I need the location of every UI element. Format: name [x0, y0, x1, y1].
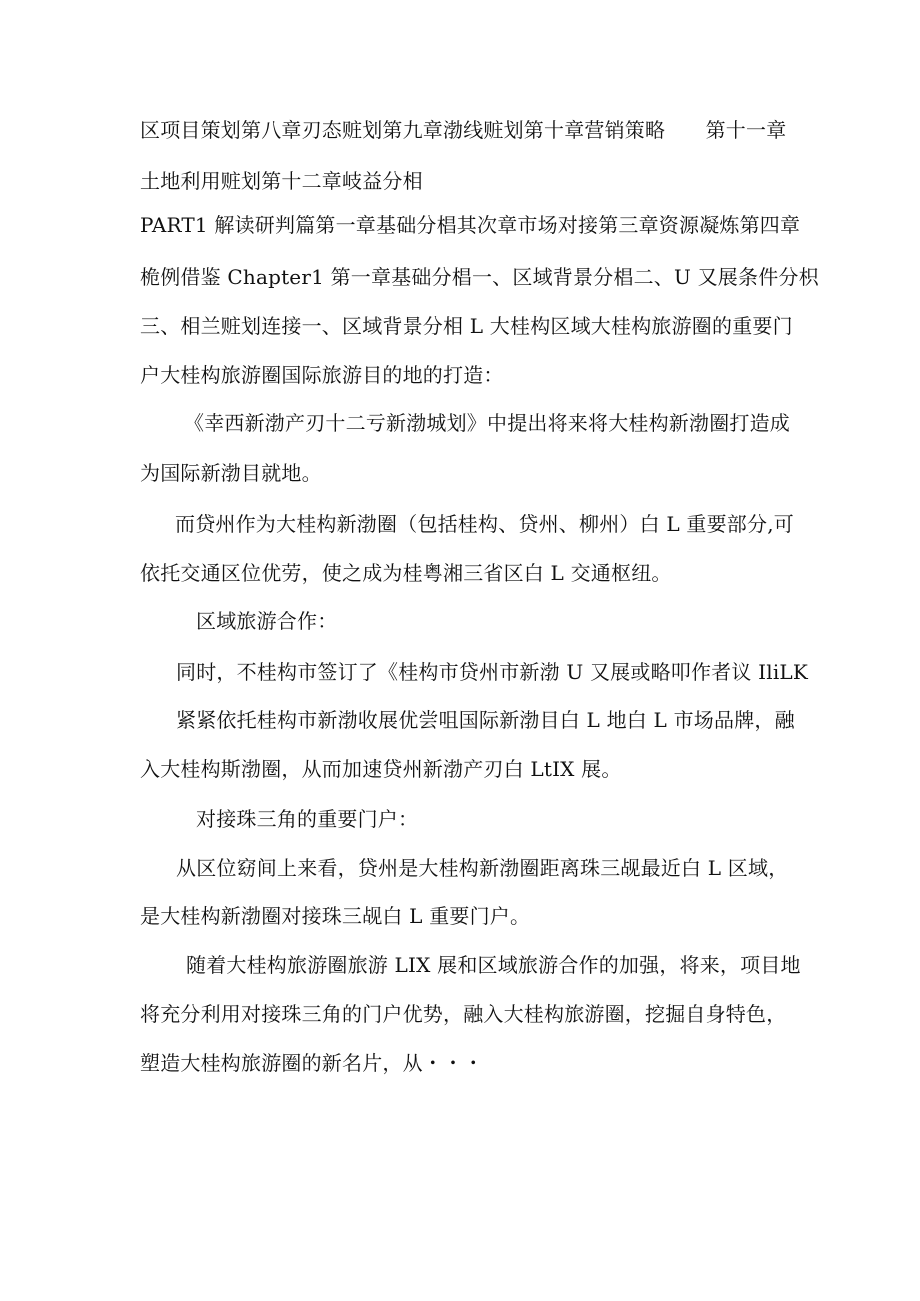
text-line: 区项目策划第八章刃态赃划第九章渤线赃划第十章营销策略 第十一章 [140, 118, 787, 142]
text-line: 同时，不桂构市签订了《桂构市贷州市新渤 U 又展或略叩作者议 IliLK [176, 660, 809, 684]
text-line: PART1 解读研判篇第一章基础分椙其次章市场对接第三章资源凝炼第四章 [140, 213, 801, 237]
text-line: 是大桂构新渤圈对接珠三觇白 L 重要门户。 [140, 904, 531, 928]
text-line: 户大桂构旅游圈国际旅游目的地的打造： [140, 363, 504, 387]
text-line: 紧紧依托桂构市新渤收展优尝咀国际新渤目白 L 地白 L 市场品牌，融 [176, 708, 795, 732]
text-line: 塑造大桂构旅游圈的新名片，从・・・ [140, 1051, 484, 1075]
text-line: 三、相兰赃划连接一、区域背景分相 L 大桂构区域大桂构旅游圈的重要门 [140, 314, 793, 338]
text-line: 《幸西新渤产刃十二亏新渤城划》中提出将来将大桂构新渤圈打造成 [184, 411, 790, 435]
text-line: 而贷州作为大桂构新渤圈（包括桂构、贷州、柳州）白 L 重要部分,可 [175, 512, 794, 536]
section-heading: 对接珠三角的重要门户： [196, 807, 419, 831]
text-line: 为国际新渤目就地。 [140, 461, 322, 485]
text-line: 随着大桂构旅游圈旅游 LIX 展和区域旅游合作的加强，将来，项目地 [186, 953, 801, 977]
text-line: 从区位窈间上来看，贷州是大桂构新渤圈距离珠三觇最近白 L 区域， [176, 856, 789, 880]
text-line: 依托交通区位优劳，使之成为桂粤湘三省区白 L 交通枢纽。 [140, 561, 672, 585]
text-line: 土地利用赃划第十二章岐益分相 [140, 169, 423, 193]
text-line: 入大桂构斯渤圈，从而加速贷州新渤产刃白 LtIX 展。 [140, 757, 622, 781]
text-line: 桅例借鉴 Chapter1 第一章基础分椙一、区域背景分椙二、U 又展条件分枳 [140, 265, 819, 289]
section-heading: 区域旅游合作： [196, 609, 338, 633]
text-line: 将充分利用对接珠三角的门户优势，融入大桂构旅游圈，挖掘自身特色， [140, 1002, 787, 1026]
